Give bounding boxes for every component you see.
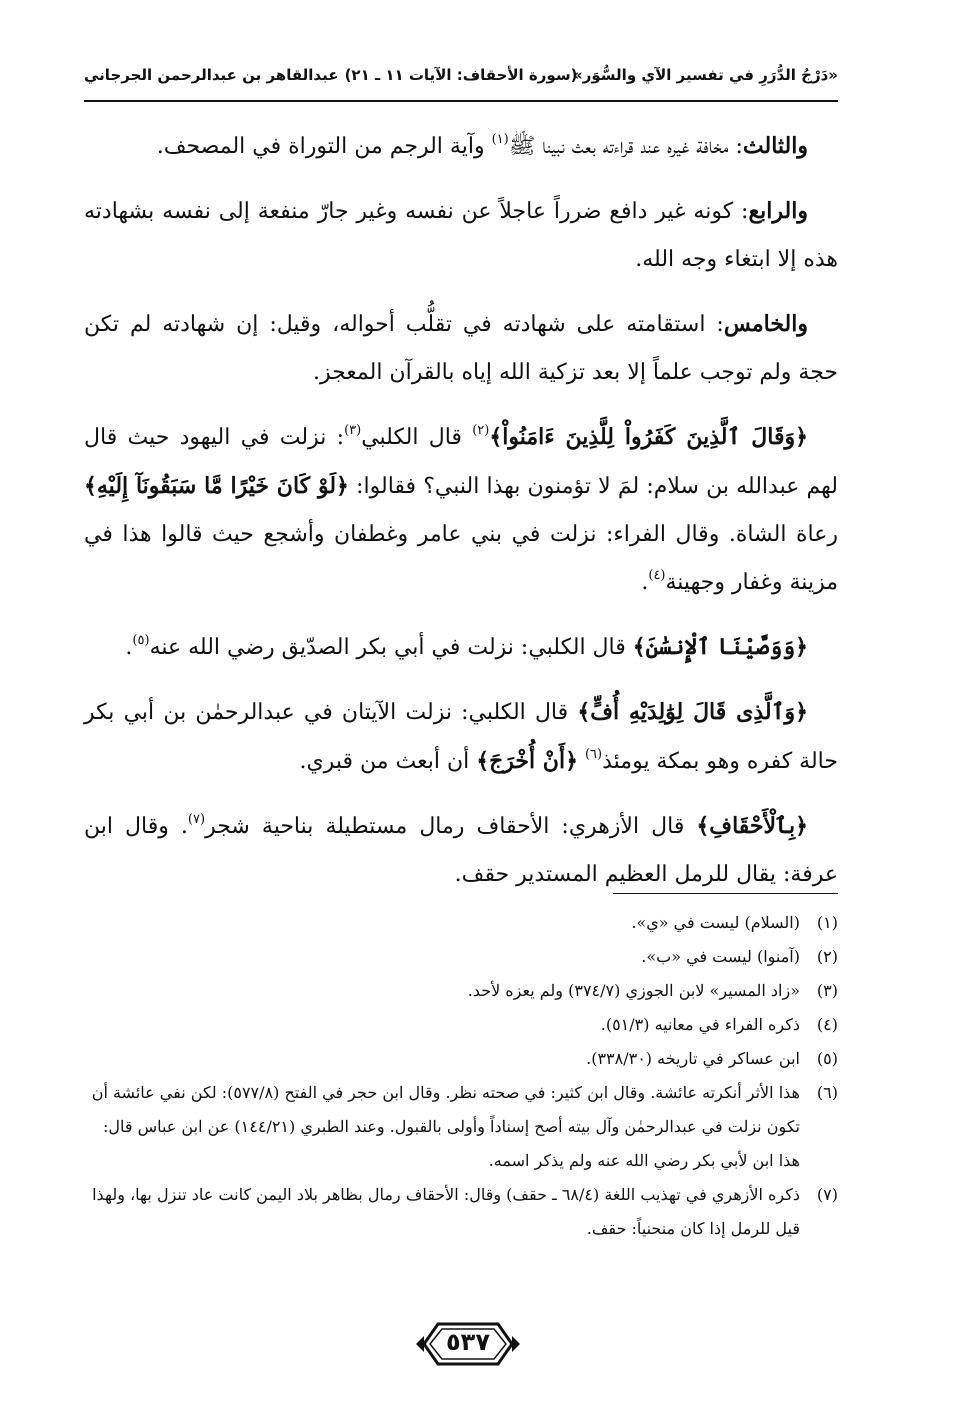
quran-quote: ﴿أَنْ أُخْرَجَ﴾ [476,748,578,774]
header-rule [84,100,838,102]
footnote [90,1178,838,1246]
footnote-ref: (٣) [344,422,362,438]
text-run: وآية الرجم من التوراة في المصحف. [156,134,492,159]
paragraph-fifth [84,300,838,397]
text-run: قال الكلبي: نزلت في أبي بكر الصدّيق رضي الله عنه [149,635,633,660]
text-run: قال الكلبي [361,425,473,450]
footnote-text: ذكره الأزهري في تهذيب اللغة (٦٨/٤ ـ حقف) وقال: الأحقاف رمال بظاهر بلاد اليمن كانت عاد تنزل بها، ولهذا قيل للرمل إذا كان منحنياً: حقف. [92,1185,800,1238]
running-header [84,62,838,92]
text-run [578,749,585,774]
footnote-number: (٥) [816,1049,838,1068]
footnote-number: (٤) [816,1015,838,1034]
text-run: . وقال ابن عرفة: يقال للرمل العظيم المستدير حقف. [84,814,838,887]
footnote-number: (١) [816,913,838,932]
quran-quote: ﴿وَقَالَ ٱلَّذِينَ كَفَرُواْ لِلَّذِينَ ءَامَنُواْ﴾ [489,424,808,450]
footnote [90,1042,838,1076]
footnote-ref: (١) [491,131,509,147]
footnote-number: (٣) [816,981,838,1000]
footnote [90,940,838,974]
footnotes [90,906,838,1246]
text-run: . [641,570,649,595]
lead-word: والرابع [748,198,808,224]
footnote-ref: (٤) [648,567,666,583]
text-run: رعاة الشاة. وقال الفراء: نزلت في بني عامر وغطفان وأشجع حيث قالوا هذا في مزينة وغفار وجهينة [84,522,838,595]
footnote-ref: (٢) [472,422,490,438]
paragraph-fourth [84,187,838,284]
text-run: قال الأزهري: الأحقاف رمال مستطيلة بناحية شجر [205,814,697,839]
text-run: : كونه غير دافع ضرراً عاجلاً عن نفسه وغير جارّ منفعة إلى نفسه بشهادته هذه إلا ابتغاء وجه الله. [84,199,838,272]
paragraph-wassayna [84,623,838,672]
lead-word: والثالث [742,133,808,159]
paragraph-third [84,122,838,171]
lead-word: والخامس [723,311,808,337]
paragraph-ahqaf [84,802,838,899]
text-run: : نزلت في اليهود حيث قال لهم عبدالله بن سلام: لمَ لا تؤمنون بهذا النبي؟ فقالوا: [84,425,838,499]
footnote-number: (٢) [816,947,838,966]
footnote [90,906,838,940]
footnote-number: (٦) [816,1083,838,1102]
book-title: «دَرْجُ الدُّرَرِ في تفسير الآي والسُّوَر» [573,66,838,84]
footnote-ref: (٧) [187,811,206,827]
footnote-text: هذا الأثر أنكرته عائشة. وقال ابن كثير: في صحته نظر. وقال ابن حجر في الفتح (٥٧٧/٨): لكن نفي عائشة أن تكون نزلت في عبدالرحمٰن وآل بيته أصح إسناداً وأولى بالقبول. وعند الطبري (١٤٤/٢١) عن ابن عباس قال: هذا ابن لأبي بكر رضي الله عنه ولم يذكر اسمه. [91,1083,800,1170]
author-name: عبدالقاهر بن عبدالرحمن الجرجاني [84,66,339,84]
quran-quote: ﴿بِٱلْأَحْقَافِ﴾ [696,813,808,839]
footnote-ref: (٦) [584,746,603,762]
text-run: . [125,635,133,660]
footnote-number: (٧) [816,1185,838,1204]
text-run: : استقامته على شهادته في تقلُّب أحواله، وقيل: إن شهادته لم تكن حجة ولم توجب علماً إلا بعد تزكية الله إياه بالقرآن المعجز. [84,312,838,385]
quran-quote: ﴿وَٱلَّذِى قَالَ لِوَٰلِدَيْهِ أُفٍّ﴾ [577,699,809,725]
paragraph-kalabi [84,413,838,607]
footnote-rule [613,893,838,894]
main-text [84,122,838,915]
paragraph-walladhi [84,688,838,786]
footnote-text: (السلام) ليست في «ي». [631,913,800,932]
footnote [90,1076,838,1178]
footnote [90,974,838,1008]
text-run: : مخافة غيره عند قراءته بعث نبينا ﷺ [508,134,743,159]
footnote-text: ابن عساكر في تاريخه (٣٣٨/٣٠). [586,1049,800,1068]
footnote-ref: (٥) [132,632,150,648]
footnote-text: «زاد المسير» لابن الجوزي (٣٧٤/٧) ولم يعزه لأحد. [467,981,800,1000]
footnote-text: (آمنوا) ليست في «ب». [641,947,800,966]
page-number: ٥٣٧ [446,1328,490,1356]
text-run: أن أبعث من قبري. [299,749,477,774]
quran-quote: ﴿وَوَصَّيْنَا ٱلْإِنسَٰنَ﴾ [632,634,808,660]
section-title: (سورة الأحقاف: الآيات ١١ ـ ٢١) [344,66,578,84]
footnote-text: ذكره الفراء في معانيه (٥١/٣). [600,1015,800,1034]
text-run: قال الكلبي: نزلت الآيتان في عبدالرحمٰن بن أبي بكر حالة كفره وهو بمكة يومئذ [84,700,838,774]
quran-quote: ﴿لَوْ كَانَ خَيْرًا مَّا سَبَقُونَآ إِلَيْهِ﴾ [84,473,349,499]
footnote [90,1008,838,1042]
